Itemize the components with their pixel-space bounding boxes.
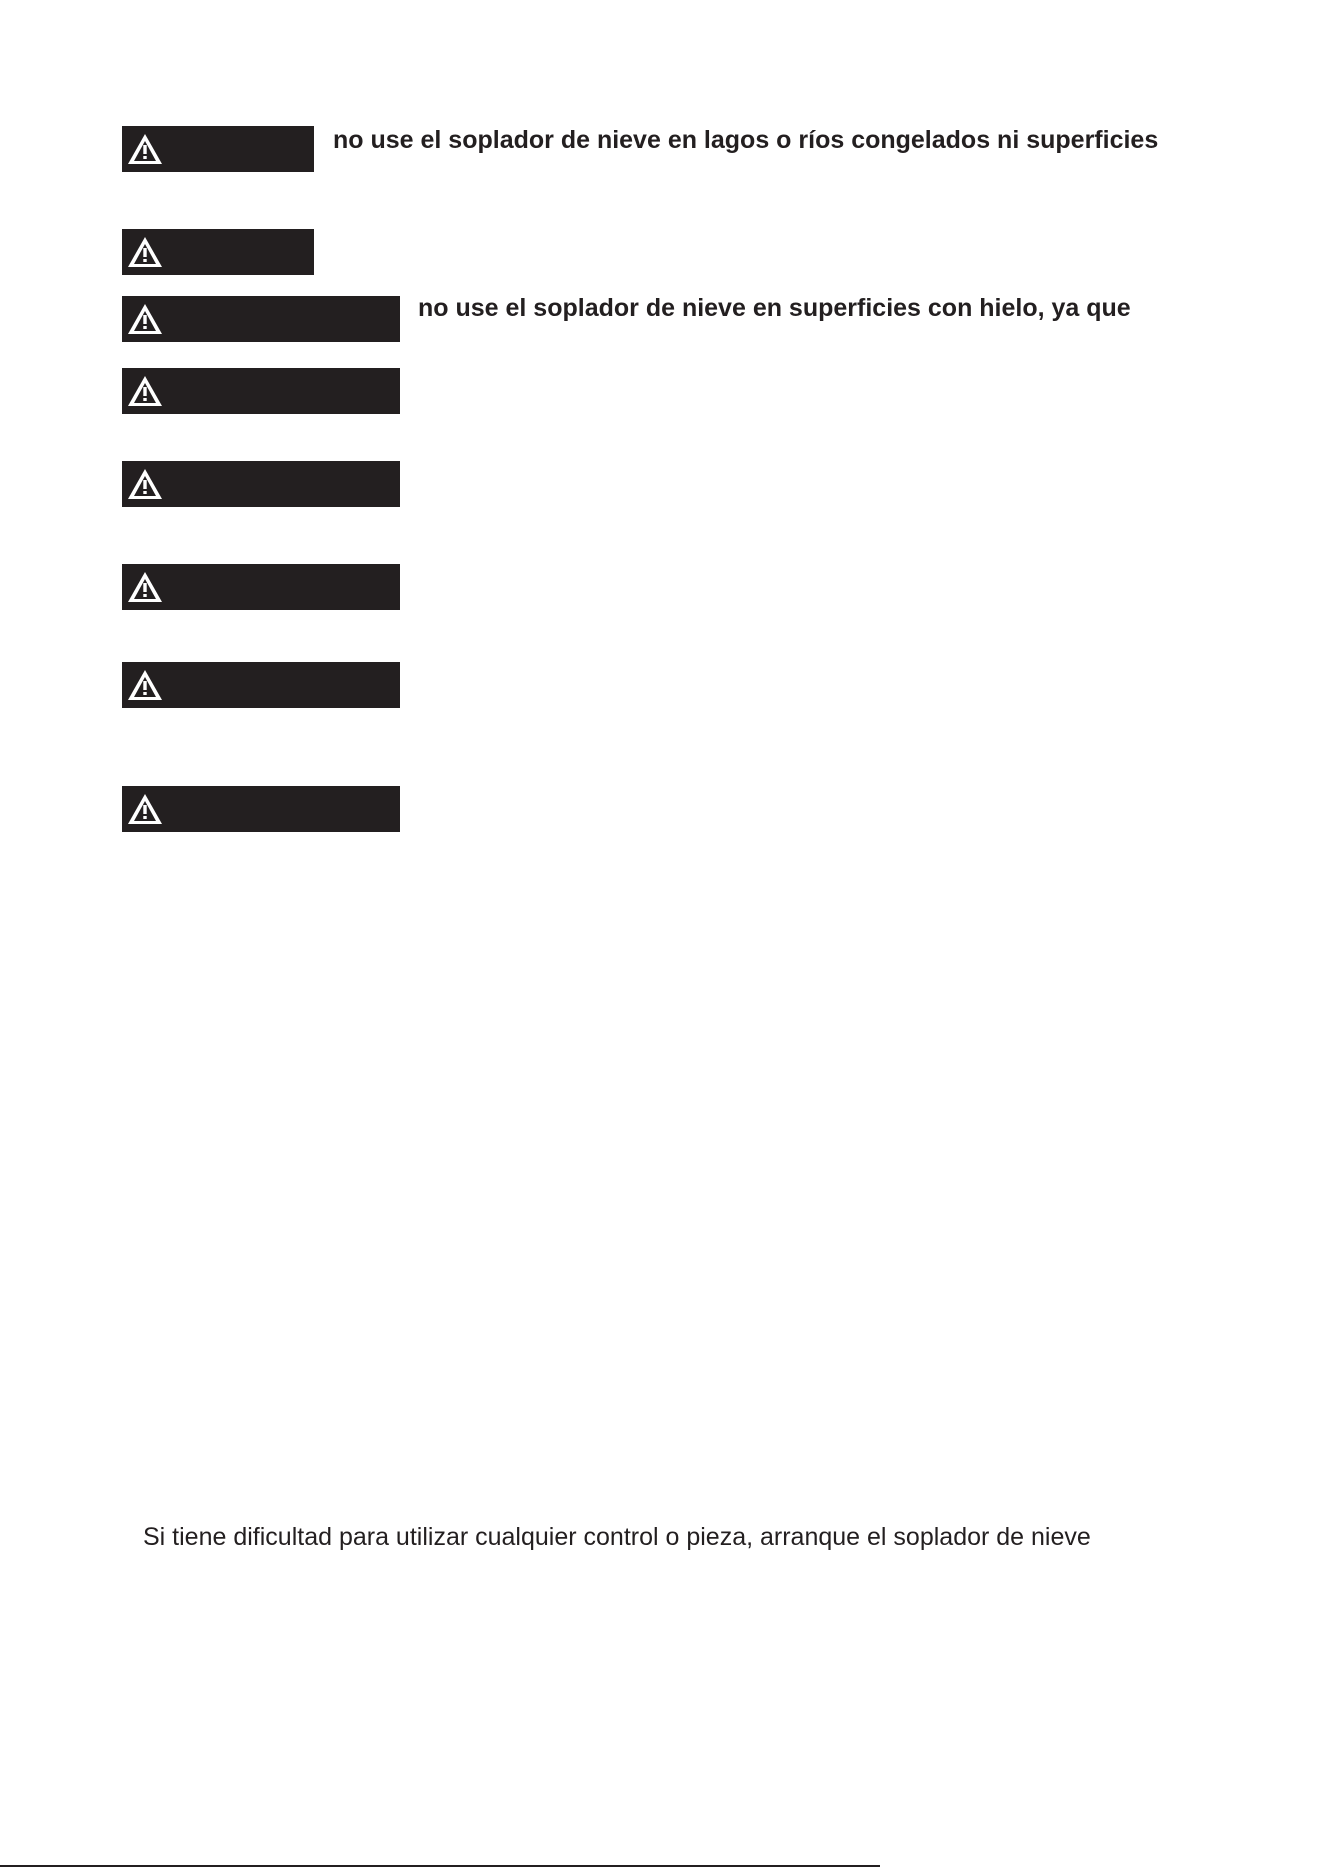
bottom-divider — [0, 1865, 880, 1867]
warning-label-7 — [122, 662, 400, 708]
warning-triangle-icon — [126, 570, 164, 604]
warning-triangle-icon — [126, 668, 164, 702]
warning-label-6 — [122, 564, 400, 610]
warning-text-3: no use el soplador de nieve en superficies con hielo, ya que — [418, 294, 1131, 322]
warning-triangle-icon — [126, 235, 164, 269]
warning-triangle-icon — [126, 792, 164, 826]
warning-triangle-icon — [126, 132, 164, 166]
warning-label-2 — [122, 229, 314, 275]
warning-text-1: no use el soplador de nieve en lagos o ríos congelados ni superficies — [333, 126, 1159, 154]
warning-label-3 — [122, 296, 400, 342]
warning-triangle-icon — [126, 302, 164, 336]
warning-label-5 — [122, 461, 400, 507]
warning-label-1 — [122, 126, 314, 172]
warning-label-8 — [122, 786, 400, 832]
warning-triangle-icon — [126, 467, 164, 501]
warning-triangle-icon — [126, 374, 164, 408]
instruction-paragraph: Si tiene dificultad para utilizar cualquier control o pieza, arranque el soplador de nieve — [143, 1523, 1091, 1551]
warning-label-4 — [122, 368, 400, 414]
